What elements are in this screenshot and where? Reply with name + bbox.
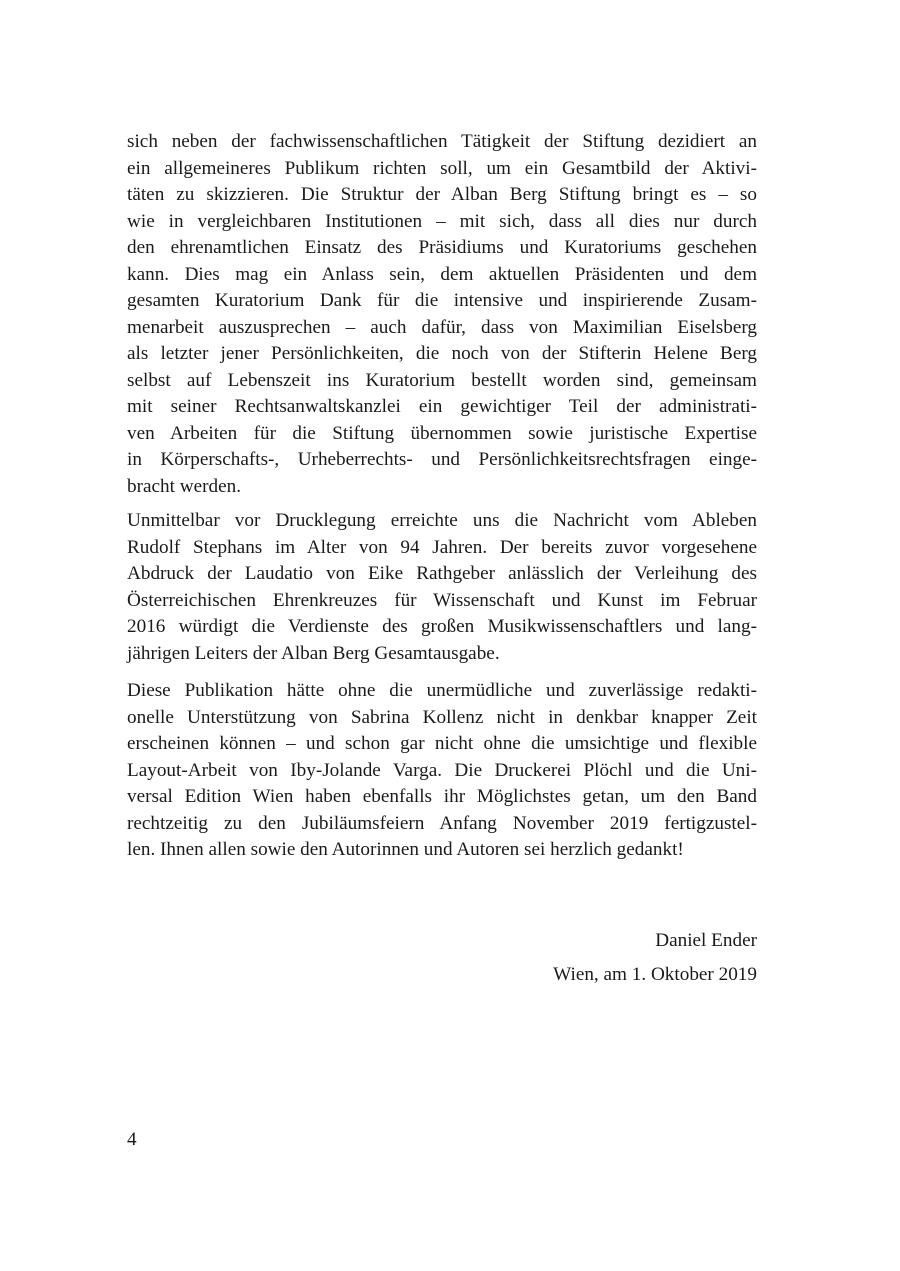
text-line: 2016 würdigt die Verdienste des großen Musikwissenschaftlers und lang- [127,616,757,637]
text-line: Österreichischen Ehrenkreuzes für Wissenschaft und Kunst im Februar [127,589,757,611]
text-line: erscheinen können – und schon gar nicht ohne die umsichtige und flexible [127,733,757,754]
text-line: onelle Unterstützung von Sabrina Kollenz nicht in denkbar knapper Zeit [127,706,757,728]
paragraph-3 [127,678,757,864]
signature-name: Daniel Ender [655,930,757,951]
text-line: gesamten Kuratorium Dank für die intensive und inspirierende Zusam- [127,290,757,311]
text-line: Abdruck der Laudatio von Eike Rathgeber anlässlich der Verleihung des [127,563,757,584]
text-line: mit seiner Rechtsanwaltskanzlei ein gewichtiger Teil der administrati- [127,396,757,417]
text-line: täten zu skizzieren. Die Struktur der Alban Berg Stiftung bringt es – so [127,184,757,205]
text-line: bracht werden. [127,475,242,497]
signature-place-date: Wien, am 1. Oktober 2019 [553,964,757,985]
text-line: Unmittelbar vor Drucklegung erreichte uns die Nachricht vom Ableben [127,510,757,531]
text-line: Rudolf Stephans im Alter von 94 Jahren. Der bereits zuvor vorgesehene [127,536,757,558]
text-line: ven Arbeiten für die Stiftung übernommen sowie juristische Expertise [127,422,757,444]
text-line: den ehrenamtlichen Einsatz des Präsidiums und Kuratoriums geschehen [127,237,757,258]
text-line: ein allgemeineres Publikum richten soll, um ein Gesamtbild der Aktivi- [127,157,757,179]
text-line: in Körperschafts-, Urheberrechts- und Persönlichkeitsrechtsfragen einge- [127,449,757,470]
text-line: rechtzeitig zu den Jubiläumsfeiern Anfang November 2019 fertigzustel- [127,812,757,834]
text-line: wie in vergleichbaren Institutionen – mit sich, dass all dies nur durch [127,210,757,232]
text-line: als letzter jener Persönlichkeiten, die noch von der Stifterin Helene Berg [127,343,757,364]
paragraph-2 [127,508,757,667]
text-line: kann. Dies mag ein Anlass sein, dem aktuellen Präsidenten und dem [127,263,757,285]
page-number: 4 [127,1129,137,1150]
text-line: len. Ihnen allen sowie den Autorinnen und Autoren sei herzlich gedankt! [127,839,684,860]
text-line: jährigen Leiters der Alban Berg Gesamtausgabe. [127,642,500,664]
paragraph-1 [127,129,757,500]
text-line: versal Edition Wien haben ebenfalls ihr Möglichstes getan, um den Band [127,786,757,807]
text-line: sich neben der fachwissenschaftlichen Tätigkeit der Stiftung dezidiert an [127,131,757,152]
text-line: Layout-Arbeit von Iby-Jolande Varga. Die Druckerei Plöchl und die Uni- [127,759,757,781]
text-line: Diese Publikation hätte ohne die unermüdliche und zuverlässige redakti- [127,680,757,701]
text-line: menarbeit auszusprechen – auch dafür, dass von Maximilian Eiselsberg [127,316,757,338]
text-line: selbst auf Lebenszeit ins Kuratorium bestellt worden sind, gemeinsam [127,369,757,391]
